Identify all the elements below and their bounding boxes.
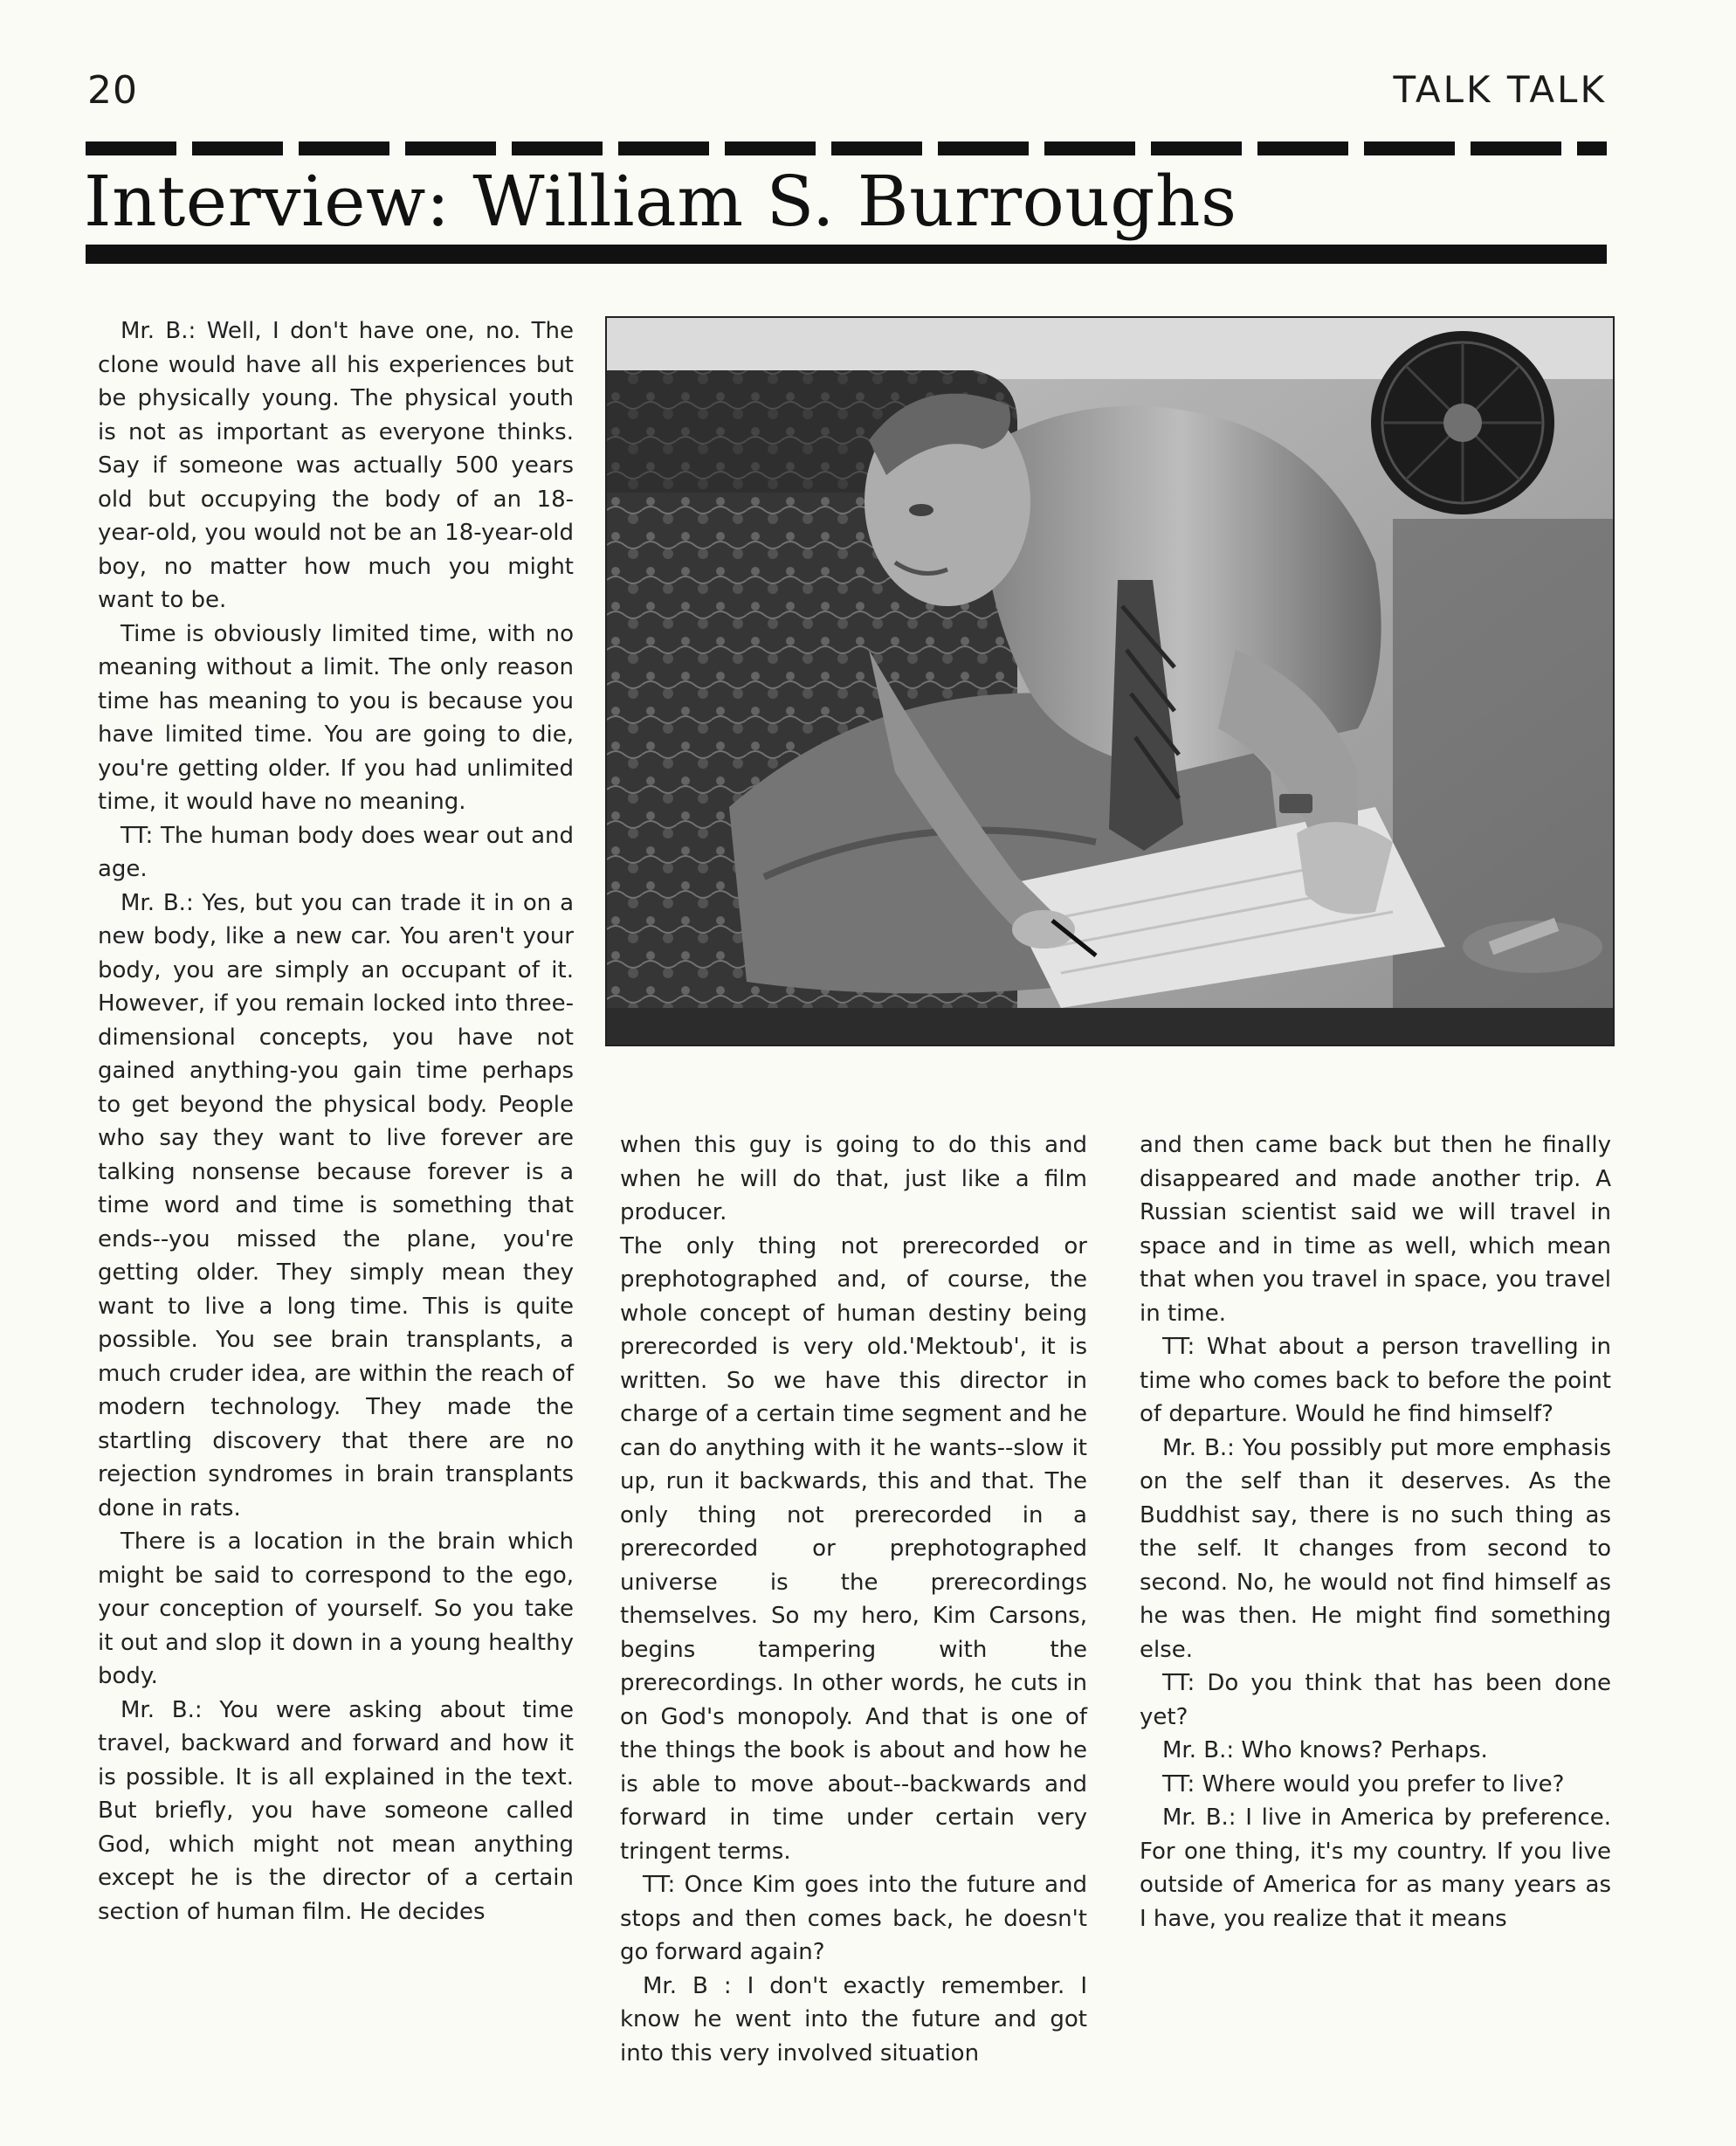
paragraph: Time is obviously limited time, with no meaning without a limit. The only reason time has meaning to you is because you have limited time. You are going to die, you're getting older. If you had unlimited time, it would have no meaning. (98, 620, 574, 815)
paragraph: Mr. B.: You possibly put more emphasis on the self than it deserves. As the Buddhist say, there is no such thing as the self. It changes from second to second. No, he would not find himself as he was then. He might find something else. (1140, 1434, 1611, 1663)
paragraph: The only thing not prerecorded or prephotographed and, of course, the whole concept of human destiny being prerecorded is very old.'Mektoub', it is written. So we have this director in charge of a certain time segment and he can do anything with it he wants--slow it up, run it backwards, this and that. The only thing not prerecorded in a prerecorded or prephotographed universe is the prerecordings themselves. So my hero, Kim Carsons, begins tampering with the prerecordings. In other words, he cuts in on God's monopoly. And that is one of the things the book is about and how he is able to move about--backwards and forward in time under certain very tringent terms. (620, 1232, 1087, 1865)
article-photo (605, 316, 1615, 1046)
paragraph: when this guy is going to do this and when he will do that, just like a film producer. (620, 1132, 1087, 1225)
photograph-of-man-writing-icon (607, 318, 1613, 1045)
column-right (1140, 1128, 1611, 1936)
paragraph: Mr. B.: Yes, but you can trade it in on a new body, like a new car. You aren't your body, you are simply an occupant of it. However, if you remain locked into three-dimensional concepts, you have not gained anything-you gain time perhaps to get beyond the physical body. People who say they want to live forever are talking nonsense because forever is a time word and time is something that ends--you missed the plane, you're getting older. They simply mean they want to live a long time. This is quite possible. You see brain transplants, a much cruder idea, are within the reach of modern technology. They made the startling discovery that there are no rejection syndromes in brain transplants done in rats. (98, 889, 574, 1522)
column-middle (620, 1128, 1087, 2070)
paragraph: Mr. B : I don't exactly remember. I know he went into the future and got into this very involved situation (620, 1972, 1087, 2067)
paragraph: TT: Where would you prefer to live? (1162, 1770, 1565, 1798)
paragraph: TT: Once Kim goes into the future and stops and then comes back, he doesn't go forward again? (620, 1872, 1087, 1965)
publication-name: TALK TALK (1393, 68, 1607, 111)
paragraph: TT: Do you think that has been done yet? (1140, 1670, 1611, 1730)
paragraph: Mr. B.: You were asking about time travel, backward and forward and how it is possible. It is all explained in the text. But briefly, you have someone called God, which might not mean anything except he is the director of a certain section of human film. He decides (98, 1696, 574, 1925)
paragraph: TT: What about a person travelling in time who comes back to before the point of departure. Would he find himself? (1140, 1334, 1611, 1427)
column-left (98, 314, 574, 1929)
paragraph: Mr. B.: Who knows? Perhaps. (1162, 1737, 1488, 1763)
paragraph: Mr. B.: I live in America by preference. For one thing, it's my country. If you live outside of America for as many years as I have, you realize that it means (1140, 1804, 1611, 1932)
paragraph: and then came back but then he finally disappeared and made another trip. A Russian scientist said we will travel in space and in time as well, which mean that when you travel in space, you travel in time. (1140, 1132, 1611, 1327)
paragraph: TT: The human body does wear out and age. (98, 822, 574, 882)
paragraph: There is a location in the brain which might be said to correspond to the ego, your conception of yourself. So you take it out and slop it down in a young healthy body. (98, 1528, 574, 1689)
article-title: Interview: William S. Burroughs (84, 161, 1237, 242)
paragraph: Mr. B.: Well, I don't have one, no. The clone would have all his experiences but be physically young. The physical youth is not as important as everyone thinks. Say if someone was actually 500 years old but occupying the body of an 18-year-old, you would not be an 18-year-old boy, no matter how much you might want to be. (98, 318, 574, 613)
title-underline-rule (86, 245, 1607, 264)
page-number: 20 (87, 68, 138, 113)
